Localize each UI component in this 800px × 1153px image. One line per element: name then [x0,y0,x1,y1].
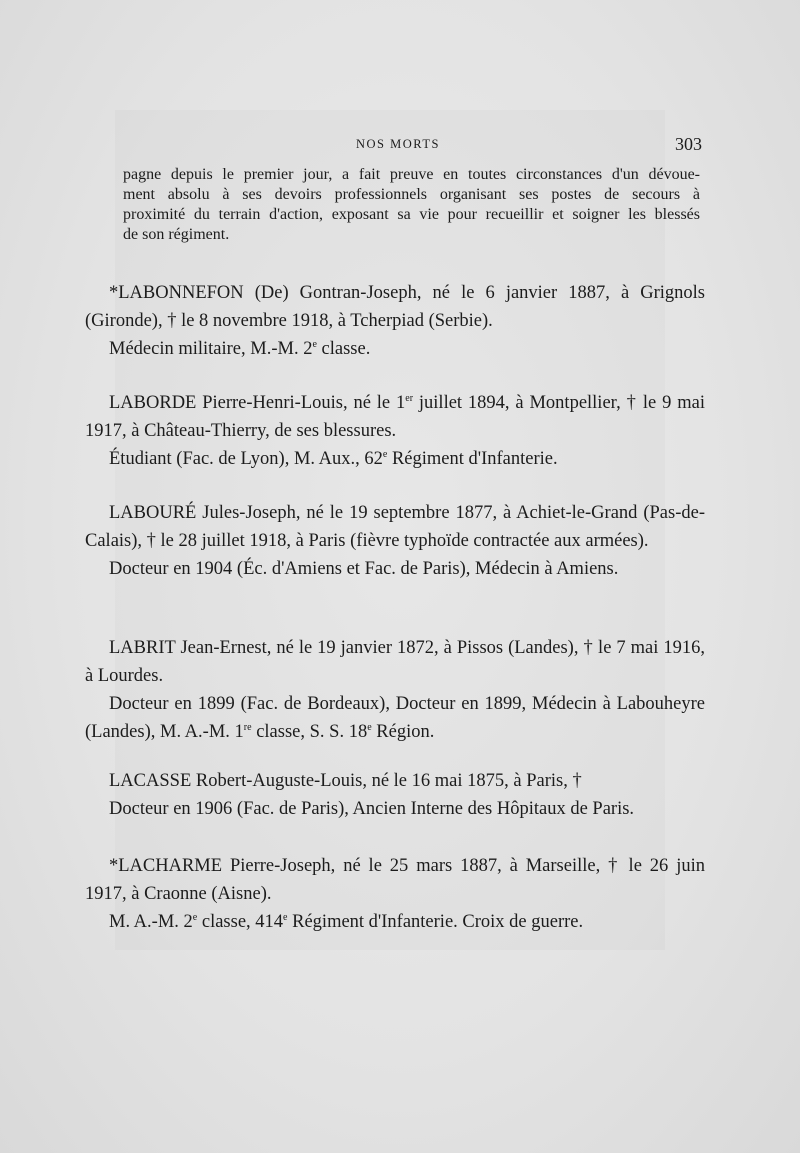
continued-paragraph [123,165,700,245]
intro-line: proximité du terrain d'action, exposant sa vie pour recueillir et soigner les blessés [123,206,700,223]
entry-labonnefon [85,279,705,363]
entry-laboure [85,499,705,583]
entry-labrit [85,634,705,746]
entry-laborde [85,389,705,473]
intro-line: de son régiment. [123,226,230,243]
entry-detail: Docteur en 1904 (Éc. d'Amiens et Fac. de Paris), Médecin à Amiens. [109,559,619,579]
entry-main: LABRIT Jean-Ernest, né le 19 janvier 1872, à Pissos (Landes), † le 7 mai 1916, à Lourdes. [85,638,705,686]
entry-main: *LACHARME Pierre-Joseph, né le 25 mars 1887, à Marseille, † le 26 juin 1917, à Craonne (Aisne). [85,856,705,904]
entry-main: LABOURÉ Jules-Joseph, né le 19 septembre 1877, à Achiet-le-Grand (Pas-de-Calais), † le 28 juillet 1918, à Paris (fièvre typhoïde contractée aux armées). [85,503,705,551]
entry-detail: Docteur en 1906 (Fac. de Paris), Ancien Interne des Hôpitaux de Paris. [109,799,635,819]
entry-detail: M. A.-M. 2e classe, 414e Régiment d'Infanterie. Croix de guerre. [109,912,584,932]
entry-main: LACASSE Robert-Auguste-Louis, né le 16 mai 1875, à Paris, † [109,771,582,791]
entry-lacharme [85,852,705,936]
running-title: NOS MORTS [356,137,440,151]
entry-main: LABORDE Pierre-Henri-Louis, né le 1er juillet 1894, à Montpellier, † le 9 mai 1917, à Château-Thierry, de ses blessures. [85,393,705,441]
page-header [0,134,800,157]
entry-detail: Docteur en 1899 (Fac. de Bordeaux), Docteur en 1899, Médecin à Labouheyre (Landes), M. A.-M. 1re classe, S. S. 18e Région. [85,694,705,742]
intro-line: ment absolu à ses devoirs professionnels organisant ses postes de secours à [123,186,700,203]
entry-main: *LABONNEFON (De) Gontran-Joseph, né le 6 janvier 1887, à Grignols (Gironde), † le 8 novembre 1918, à Tcherpiad (Serbie). [85,283,705,331]
entry-lacasse [85,767,705,823]
entry-detail: Étudiant (Fac. de Lyon), M. Aux., 62e Régiment d'Infanterie. [109,449,558,469]
entry-detail: Médecin militaire, M.-M. 2e classe. [109,339,371,359]
page-number: 303 [675,134,702,154]
intro-line: pagne depuis le premier jour, a fait preuve en toutes circonstances d'un dévoue- [123,166,700,183]
